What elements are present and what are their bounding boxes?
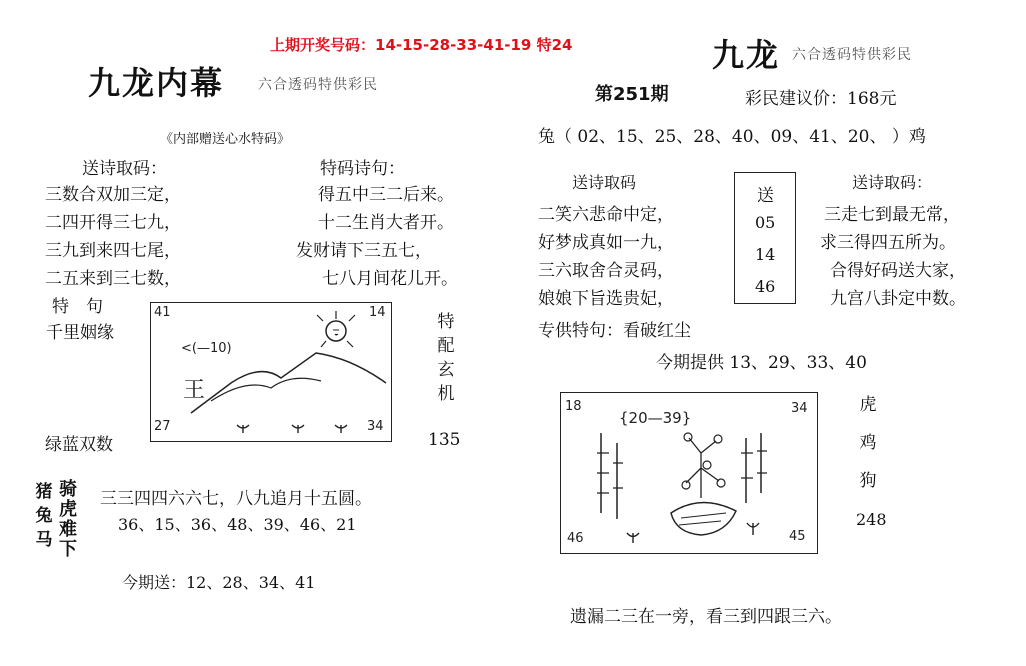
right-value: 248	[856, 510, 887, 529]
poem-d-line: 合得好码送大家，	[830, 261, 966, 281]
sketch-note-br: 34	[367, 419, 384, 434]
poem-a-line: 二五来到三七数，	[45, 269, 181, 289]
left-sketch-drawing	[151, 303, 391, 441]
poem-b-line: 七八月间花儿开。	[322, 269, 458, 289]
sketch-note-tr: 14	[369, 305, 386, 320]
price: 彩民建议价：168元	[745, 89, 897, 109]
send-box: 送 05 14 46	[734, 172, 796, 304]
today-numbers: 今期送：12、28、34、41	[122, 573, 316, 592]
poem-a-head: 送诗取码：	[82, 159, 167, 179]
poem-b-line: 发财请下三五七，	[296, 241, 432, 261]
footer-verse: 遗漏二三在一旁，看三到四跟三六。	[570, 607, 842, 627]
sketch-note-mid: <(—10)	[181, 341, 232, 356]
idiom-column: 骑 虎 难 下	[59, 479, 77, 560]
sketch-glyph: 王	[183, 378, 206, 403]
poem-c-line: 三六取舍合灵码，	[538, 261, 674, 281]
left-sketch	[150, 302, 392, 442]
poem-c-line: 二笑六悲命中定，	[538, 205, 674, 225]
left-subtitle: 六合透码特供彩民	[258, 77, 378, 93]
sketch-note-br: 45	[789, 529, 806, 544]
number-list: 36、15、36、48、39、46、21	[118, 515, 357, 534]
right-sketch	[560, 392, 818, 554]
poem-b-head: 特码诗句：	[320, 159, 405, 179]
poem-d-line: 求三得四五所为。	[820, 233, 956, 253]
poem-d-line: 三走七到最无常，	[824, 205, 960, 225]
sketch-note-tl: 41	[154, 305, 171, 320]
sketch-note-tl: 18	[565, 399, 582, 414]
special-phrase: 千里姻缘	[46, 323, 114, 343]
poem-a-line: 三数合双加三定，	[45, 185, 181, 205]
provide-line: 今期提供 13、29、33、40	[656, 353, 867, 373]
poem-c-line: 娘娘下旨选贵妃，	[538, 289, 674, 309]
left-title: 九龙内幕	[88, 64, 225, 102]
color-value: 135	[428, 430, 461, 450]
inner-title: 《内部赠送心水特码》	[160, 132, 291, 147]
color-label: 绿蓝双数	[45, 435, 113, 455]
right-subtitle: 六合透码特供彩民	[792, 47, 912, 63]
right-title: 九龙	[712, 36, 781, 74]
sketch-note-tr: 34	[791, 401, 808, 416]
zodiac-column: 猪 兔 马	[35, 482, 53, 550]
sketch-note-mid: {20—39}	[619, 409, 692, 427]
verse-line: 三三四四六六七，八九追月十五圆。	[100, 489, 372, 509]
issue-number: 第251期	[595, 84, 669, 105]
rabbit-line: 兔（ 02、15、25、28、40、09、41、20、 ）鸡	[538, 127, 926, 147]
sketch-note-bl: 46	[567, 531, 584, 546]
poem-a-line: 二四开得三七九，	[45, 213, 181, 233]
zodiac-vertical: 虎 鸡 狗	[859, 395, 877, 491]
poem-a-line: 三九到来四七尾，	[45, 241, 181, 261]
poem-c-line: 好梦成真如一九，	[538, 233, 674, 253]
poem-b-line: 十二生肖大者开。	[318, 213, 454, 233]
sketch-note-bl: 27	[154, 419, 171, 434]
poem-c-head: 送诗取码	[572, 173, 637, 192]
poem-b-line: 得五中三二后来。	[318, 185, 454, 205]
poem-d-head: 送诗取码：	[852, 173, 933, 192]
last-draw-banner: 上期开奖号码：14-15-28-33-41-19 特24	[270, 36, 573, 54]
side-vertical-text: 特 配 玄 机	[437, 312, 455, 404]
special-line: 专供特句：看破红尘	[538, 321, 691, 341]
poem-d-line: 九宫八卦定中数。	[830, 289, 966, 309]
special-phrase-label: 特 句	[52, 297, 103, 317]
